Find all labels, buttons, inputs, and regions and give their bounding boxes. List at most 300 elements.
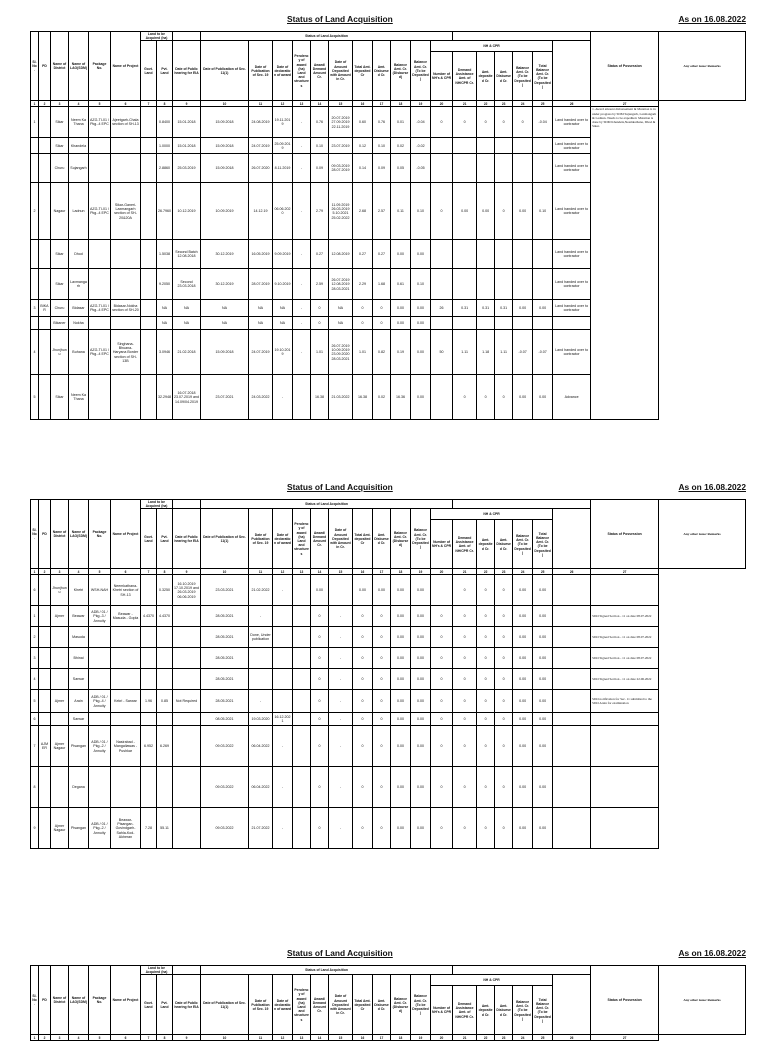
table-cell [293, 713, 311, 726]
table-cell: 32.2948 [157, 375, 173, 420]
column-index-row [31, 1035, 746, 1041]
header-row [31, 32, 746, 41]
table-cell: -0.04 [533, 107, 553, 138]
column-index: 6 [111, 569, 141, 575]
column-header: Pvt. Land [157, 509, 173, 569]
column-index: 24 [513, 1035, 533, 1041]
table-cell: 0 [495, 648, 513, 669]
table-cell: 8.11.2019 [273, 154, 293, 183]
column-index: 4 [69, 101, 89, 107]
table-cell: 0 [311, 767, 329, 808]
table-cell [51, 767, 69, 808]
table-cell: 0.27 [311, 240, 329, 269]
table-cell: 14.12.19 [249, 183, 273, 240]
table-cell: 21.02.2018 [173, 330, 201, 375]
table-cell: Neemkathana-Khetri section of SH-13 [111, 575, 141, 606]
table-cell: 8 [31, 767, 39, 808]
column-index: 14 [311, 1035, 329, 1041]
table-cell: - [329, 726, 353, 767]
table-cell [173, 627, 201, 648]
table-cell: 0.10 [533, 183, 553, 240]
table-cell: 0.02 [391, 138, 411, 154]
table-cell [141, 713, 157, 726]
column-header: Pvt. Land [157, 975, 173, 1035]
table-cell [553, 627, 591, 648]
table-cell [495, 240, 513, 269]
table-cell: 4.4370 [141, 606, 157, 627]
table-cell: 9.2050 [157, 269, 173, 300]
table-cell [157, 627, 173, 648]
table-cell: 0 [453, 669, 477, 690]
table-cell: AZG-TI-01 / Pkg.-4 EPC [89, 183, 111, 240]
column-header: Date of Public hearing for EIA [173, 975, 201, 1035]
table-cell: 0.00 [391, 669, 411, 690]
table-cell: 0 [311, 808, 329, 849]
table-cell [141, 269, 157, 300]
column-index: 15 [329, 1035, 353, 1041]
table-cell [89, 669, 111, 690]
column-header: Package No. [89, 500, 111, 569]
column-index: 18 [391, 1035, 411, 1041]
table-cell: - [249, 606, 273, 627]
group-header: Land to be Acquired (ha) [141, 966, 173, 975]
table-cell: 0 [495, 726, 513, 767]
table-cell: Kekri - Sarwar [111, 690, 141, 713]
table-cell: SDO notification for Sec. 11 submitted to the SDO Arain for examination [591, 690, 659, 713]
table-cell: 0 [311, 300, 329, 317]
table-cell: 0 [431, 808, 453, 849]
table-cell [111, 138, 141, 154]
table-row [31, 726, 746, 767]
column-header: Any other issue/ Remarks [659, 500, 746, 569]
table-cell: Degana [69, 767, 89, 808]
table-cell [111, 154, 141, 183]
column-index: 2 [39, 1035, 51, 1041]
table-cell [111, 767, 141, 808]
column-index: 8 [157, 1035, 173, 1041]
column-index: 20 [431, 1035, 453, 1041]
table-cell [111, 713, 141, 726]
column-index: 13 [293, 569, 311, 575]
column-header: Date of Amount Deposited with Amount in Cr. [329, 509, 353, 569]
table-cell: -0.02 [411, 138, 431, 154]
table-cell: 0.00 [411, 713, 431, 726]
table-cell: 0 [353, 300, 373, 317]
column-index: 6 [111, 101, 141, 107]
table-cell: Land handed over to contractor [553, 330, 591, 375]
column-index: 5 [89, 569, 111, 575]
table-cell: 1.18 [477, 330, 495, 375]
table-cell [431, 317, 453, 330]
table-cell: 0.00 [533, 713, 553, 726]
column-header: Status of Possession [591, 32, 659, 101]
table-cell: 0.00 [373, 575, 391, 606]
group-header: NH & CPR [431, 509, 553, 520]
table-cell: 0 [431, 107, 453, 138]
column-header: Sl. No. [31, 32, 39, 101]
table-cell: 0 [453, 375, 477, 420]
table-cell: 15.09.2018 [201, 107, 249, 138]
table-cell [173, 606, 201, 627]
column-header: Pendency of award (ha) Land and structures [293, 41, 311, 101]
table-cell: 0.00 [533, 648, 553, 669]
table-cell [273, 627, 293, 648]
column-header: Any other issue/ Remarks [659, 32, 746, 101]
table-cell: 0 [431, 690, 453, 713]
table-cell [431, 375, 453, 420]
column-index: 26 [553, 101, 591, 107]
table-cell [111, 375, 141, 420]
table-cell: 1.0000 [157, 138, 173, 154]
column-index: 3 [51, 569, 69, 575]
table-cell: - [273, 808, 293, 849]
table-cell: 0.00 [533, 575, 553, 606]
table-cell: 0.00 [453, 183, 477, 240]
column-header: Balance Amt. Cr. (Disbursed) [391, 41, 411, 101]
column-index: 23 [495, 569, 513, 575]
table-cell [533, 138, 553, 154]
table-cell: Sikar [51, 375, 69, 420]
column-header: Balance Amt. Cr.(To be Deposited) [411, 41, 431, 101]
column-header: Date of declaration of award [273, 509, 293, 569]
table-cell [141, 375, 157, 420]
table-cell: 0.00 [513, 375, 533, 420]
table-cell: AZG-TI-01 / Pkg.-4 EPC [89, 300, 111, 317]
table-cell [553, 726, 591, 767]
table-cell: 20.07.2019 27.09.2019 22.11.2019 [329, 107, 353, 138]
table-cell: 30.12.2019 [201, 269, 249, 300]
table-cell [141, 154, 157, 183]
table-cell: - [293, 330, 311, 375]
table-cell: 0 [477, 690, 495, 713]
table-cell [51, 669, 69, 690]
column-header: Date of Publication of Sec. 19 [249, 975, 273, 1035]
table-cell [39, 330, 51, 375]
column-index: 11 [249, 101, 273, 107]
table-cell: 16.38 [353, 375, 373, 420]
table-cell: 26.7960 [157, 183, 173, 240]
table-cell: Singhana-Bhuana-Haryana Border section of SH-13B [111, 330, 141, 375]
table-cell: Advance [553, 375, 591, 420]
table-cell: 0 [353, 627, 373, 648]
table-row [31, 575, 746, 606]
as-on-date: As on 16.08.2022 [678, 14, 746, 24]
table-cell: Beawar-Pisangan-Govindgarh-Sahla-Kod-Akheran [111, 808, 141, 849]
table-cell: 0 [373, 627, 391, 648]
table-cell: 0.00 [533, 627, 553, 648]
table-cell [89, 317, 111, 330]
table-cell: 24.07.2019 [249, 330, 273, 375]
table-cell: 0 [453, 767, 477, 808]
table-cell: Beawar [69, 606, 89, 627]
table-cell [89, 154, 111, 183]
table-cell: Jhunjhunu [51, 575, 69, 606]
table-cell [141, 300, 157, 317]
table-cell: 0.09 [373, 154, 391, 183]
table-cell: 0 [477, 726, 495, 767]
table-cell: 0.00 [533, 375, 553, 420]
table-cell: 0.00 [391, 240, 411, 269]
table-cell: 2.68 [353, 183, 373, 240]
column-index: 17 [373, 1035, 391, 1041]
table-cell: 0.00 [411, 648, 431, 669]
table-cell: 11.09.2019 26.03.2019 5.10.2021 25.02.2022 [329, 183, 353, 240]
column-index: 7 [141, 101, 157, 107]
table-cell: 0.00 [411, 767, 431, 808]
header-row [31, 500, 746, 509]
table-cell: 10.09.2019 [201, 183, 249, 240]
table-cell [157, 669, 173, 690]
table-cell: 0 [453, 606, 477, 627]
column-header: Name of Project [111, 966, 141, 1035]
table-cell [173, 726, 201, 767]
column-index: 1 [31, 1035, 39, 1041]
table-cell: 30.12.2019 [201, 240, 249, 269]
table-cell: 3 [31, 300, 39, 317]
table-cell [173, 767, 201, 808]
table-cell: 16.12.2021 [273, 713, 293, 726]
table-cell: 0 [373, 606, 391, 627]
column-header: Date of Public hearing for EIA [173, 509, 201, 569]
table-cell: 0.31 [453, 300, 477, 317]
table-cell: 1 [31, 107, 39, 138]
column-index: 15 [329, 569, 353, 575]
column-header: Balance Amt. Cr.(To be Deposited) [411, 509, 431, 569]
table-cell: Ajmer Nagaur [51, 726, 69, 767]
table-cell [495, 317, 513, 330]
column-index: 1 [31, 101, 39, 107]
table-cell: 0 [311, 713, 329, 726]
column-header: Govt. Land [141, 509, 157, 569]
table-cell: 12.08.2019 [329, 240, 353, 269]
table-cell [39, 808, 51, 849]
table-cell: AJMER [39, 726, 51, 767]
group-header: NH & CPR [431, 41, 553, 52]
table-cell: Ajmer [51, 606, 69, 627]
table-cell: 6 [31, 575, 39, 606]
table-cell: 0 [431, 606, 453, 627]
table-cell: 0.00 [513, 690, 533, 713]
table-cell [39, 690, 51, 713]
table-cell: Sujangarh [69, 154, 89, 183]
column-header: Number of NH's & CPR [431, 52, 453, 101]
table-cell [273, 690, 293, 713]
table-cell: 0 [477, 808, 495, 849]
table-cell: 0 [431, 627, 453, 648]
table-cell: 0.00 [391, 606, 411, 627]
table-cell: 0.10 [411, 269, 431, 300]
column-header: Date of Publication of Sec. 19 [249, 41, 273, 101]
table-cell [89, 240, 111, 269]
table-cell: NA [249, 317, 273, 330]
column-index: 26 [553, 1035, 591, 1041]
table-cell: Jhunjhunu [51, 330, 69, 375]
column-index: 22 [477, 101, 495, 107]
table-cell: 0.00 [411, 808, 431, 849]
table-cell: 0 [453, 690, 477, 713]
table-cell: 0 [311, 648, 329, 669]
column-header: Govt. Land [141, 41, 157, 101]
table-cell: NA [273, 317, 293, 330]
table-cell: 0.27 [373, 240, 391, 269]
column-header: Amt. deposited Cr. [477, 52, 495, 101]
table-cell: 21.03.2022 [329, 375, 353, 420]
table-cell: 19.11.2019 [273, 107, 293, 138]
table-cell: NA [329, 317, 353, 330]
table-cell: 28.05.2021 [201, 669, 249, 690]
table-cell: 0 [477, 575, 495, 606]
table-cell [89, 648, 111, 669]
table-cell [513, 269, 533, 300]
table-cell [553, 648, 591, 669]
column-header: Any other issue/ Remarks [659, 966, 746, 1035]
table-cell: 2.57 [373, 183, 391, 240]
table-cell: 25.09.2019 [273, 138, 293, 154]
column-index: 12 [273, 101, 293, 107]
table-cell: 0 [477, 648, 495, 669]
column-index: 8 [157, 101, 173, 107]
table-cell: Second Batch 12.08.2018 [173, 240, 201, 269]
table-cell: 0 [495, 669, 513, 690]
table-cell [553, 690, 591, 713]
column-index: 18 [391, 569, 411, 575]
table-cell: Ajeetgarh-Chala section of SH-13 [111, 107, 141, 138]
table-cell: 0 [495, 713, 513, 726]
table-cell: NA [329, 300, 353, 317]
column-index: 26 [553, 569, 591, 575]
table-cell: 24.08.2019 [249, 107, 273, 138]
table-cell: 0 [311, 317, 329, 330]
column-header: Name of District [51, 32, 69, 101]
table-cell: Nagaur [51, 183, 69, 240]
table-cell: 0.01 [391, 107, 411, 138]
table-cell: Pisangan [69, 808, 89, 849]
table-cell: 0 [513, 107, 533, 138]
table-cell [39, 154, 51, 183]
table-cell: 0 [373, 767, 391, 808]
column-index: 7 [141, 1035, 157, 1041]
column-index: 13 [293, 101, 311, 107]
column-index: 2 [39, 101, 51, 107]
table-row [31, 767, 746, 808]
table-cell: 0.02 [373, 375, 391, 420]
column-index: 4 [69, 569, 89, 575]
table-cell: 0.00 [391, 713, 411, 726]
table-cell: NA [173, 300, 201, 317]
table-cell: 0 [353, 669, 373, 690]
column-index: 21 [453, 101, 477, 107]
table-cell: 0 [353, 606, 373, 627]
land-acquisition-table-2 [30, 499, 746, 849]
table-cell [141, 183, 157, 240]
table-cell: 9 [31, 808, 39, 849]
table-cell: ADB / 01 / Pkg.-4 / Annuity [89, 690, 111, 713]
table-cell: 0.00 [391, 627, 411, 648]
table-cell [293, 575, 311, 606]
table-cell: NA [173, 317, 201, 330]
table-cell: 0.00 [513, 648, 533, 669]
table-cell: 0.00 [513, 767, 533, 808]
table-cell: - [293, 138, 311, 154]
table-cell: 0.09 [311, 154, 329, 183]
table-cell: 0.00 [477, 183, 495, 240]
table-cell: 09.03.2022 [201, 726, 249, 767]
table-cell: 0 [453, 726, 477, 767]
table-cell: 9.10.2019 [273, 269, 293, 300]
table-cell: 0 [373, 300, 391, 317]
table-cell: - [329, 627, 353, 648]
column-index: 9 [173, 569, 201, 575]
table-cell: 0 [477, 767, 495, 808]
table-cell [431, 575, 453, 606]
column-index: 17 [373, 569, 391, 575]
table-cell: 0.00 [411, 606, 431, 627]
table-cell [31, 317, 39, 330]
column-header: Balance Amt. Cr.(To be Deposited) [411, 975, 431, 1035]
table-cell: NA [249, 300, 273, 317]
table-cell [453, 269, 477, 300]
table-cell: 23.07.2021 [201, 375, 249, 420]
group-header [173, 32, 201, 41]
column-index: 10 [201, 569, 249, 575]
table-cell: Churu [51, 154, 69, 183]
table-cell: 6.269 [157, 726, 173, 767]
table-cell [89, 767, 111, 808]
table-cell [431, 138, 453, 154]
table-cell: 0.61 [391, 269, 411, 300]
table-cell: 26 [431, 300, 453, 317]
table-cell: 0.00 [513, 575, 533, 606]
table-cell: 0.00 [533, 300, 553, 317]
table-cell: 0.00 [391, 300, 411, 317]
table-row [31, 606, 746, 627]
table-cell: 0.00 [513, 300, 533, 317]
table-cell [453, 240, 477, 269]
table-cell: Bikaner [51, 317, 69, 330]
column-index: 24 [513, 101, 533, 107]
table-cell: -0.07 [533, 330, 553, 375]
table-cell [39, 107, 51, 138]
column-index: 2 [39, 569, 51, 575]
column-index: 16 [353, 569, 373, 575]
table-cell: 0.8400 [157, 107, 173, 138]
table-cell: 6 [31, 713, 39, 726]
table-cell: 24.03.2022 [249, 375, 273, 420]
table-cell: Second 23.03.2018 [173, 269, 201, 300]
table-cell [31, 269, 39, 300]
table-cell: 0.76 [311, 107, 329, 138]
group-header: Land to be Acquired (ha) [141, 32, 173, 41]
column-index: 9 [173, 101, 201, 107]
table-cell: - [293, 154, 311, 183]
table-cell: Bhinai [69, 648, 89, 669]
group-header [173, 966, 201, 975]
table-cell: 0.00 [411, 300, 431, 317]
table-cell: 0.00 [513, 669, 533, 690]
column-header: Package No. [89, 966, 111, 1035]
column-header: Award/ Demand Amount Cr. [311, 975, 329, 1035]
table-cell [249, 648, 273, 669]
table-cell: - [293, 269, 311, 300]
column-header: Date of Publication of Sec. 19 [249, 509, 273, 569]
table-cell: Nokha [69, 317, 89, 330]
table-cell: 19.10.2019 [273, 330, 293, 375]
table-cell [157, 767, 173, 808]
table-cell: 08.05.2021 [201, 713, 249, 726]
table-cell [513, 317, 533, 330]
table-cell: 0.00 [411, 330, 431, 375]
table-cell: 0.10 [411, 183, 431, 240]
